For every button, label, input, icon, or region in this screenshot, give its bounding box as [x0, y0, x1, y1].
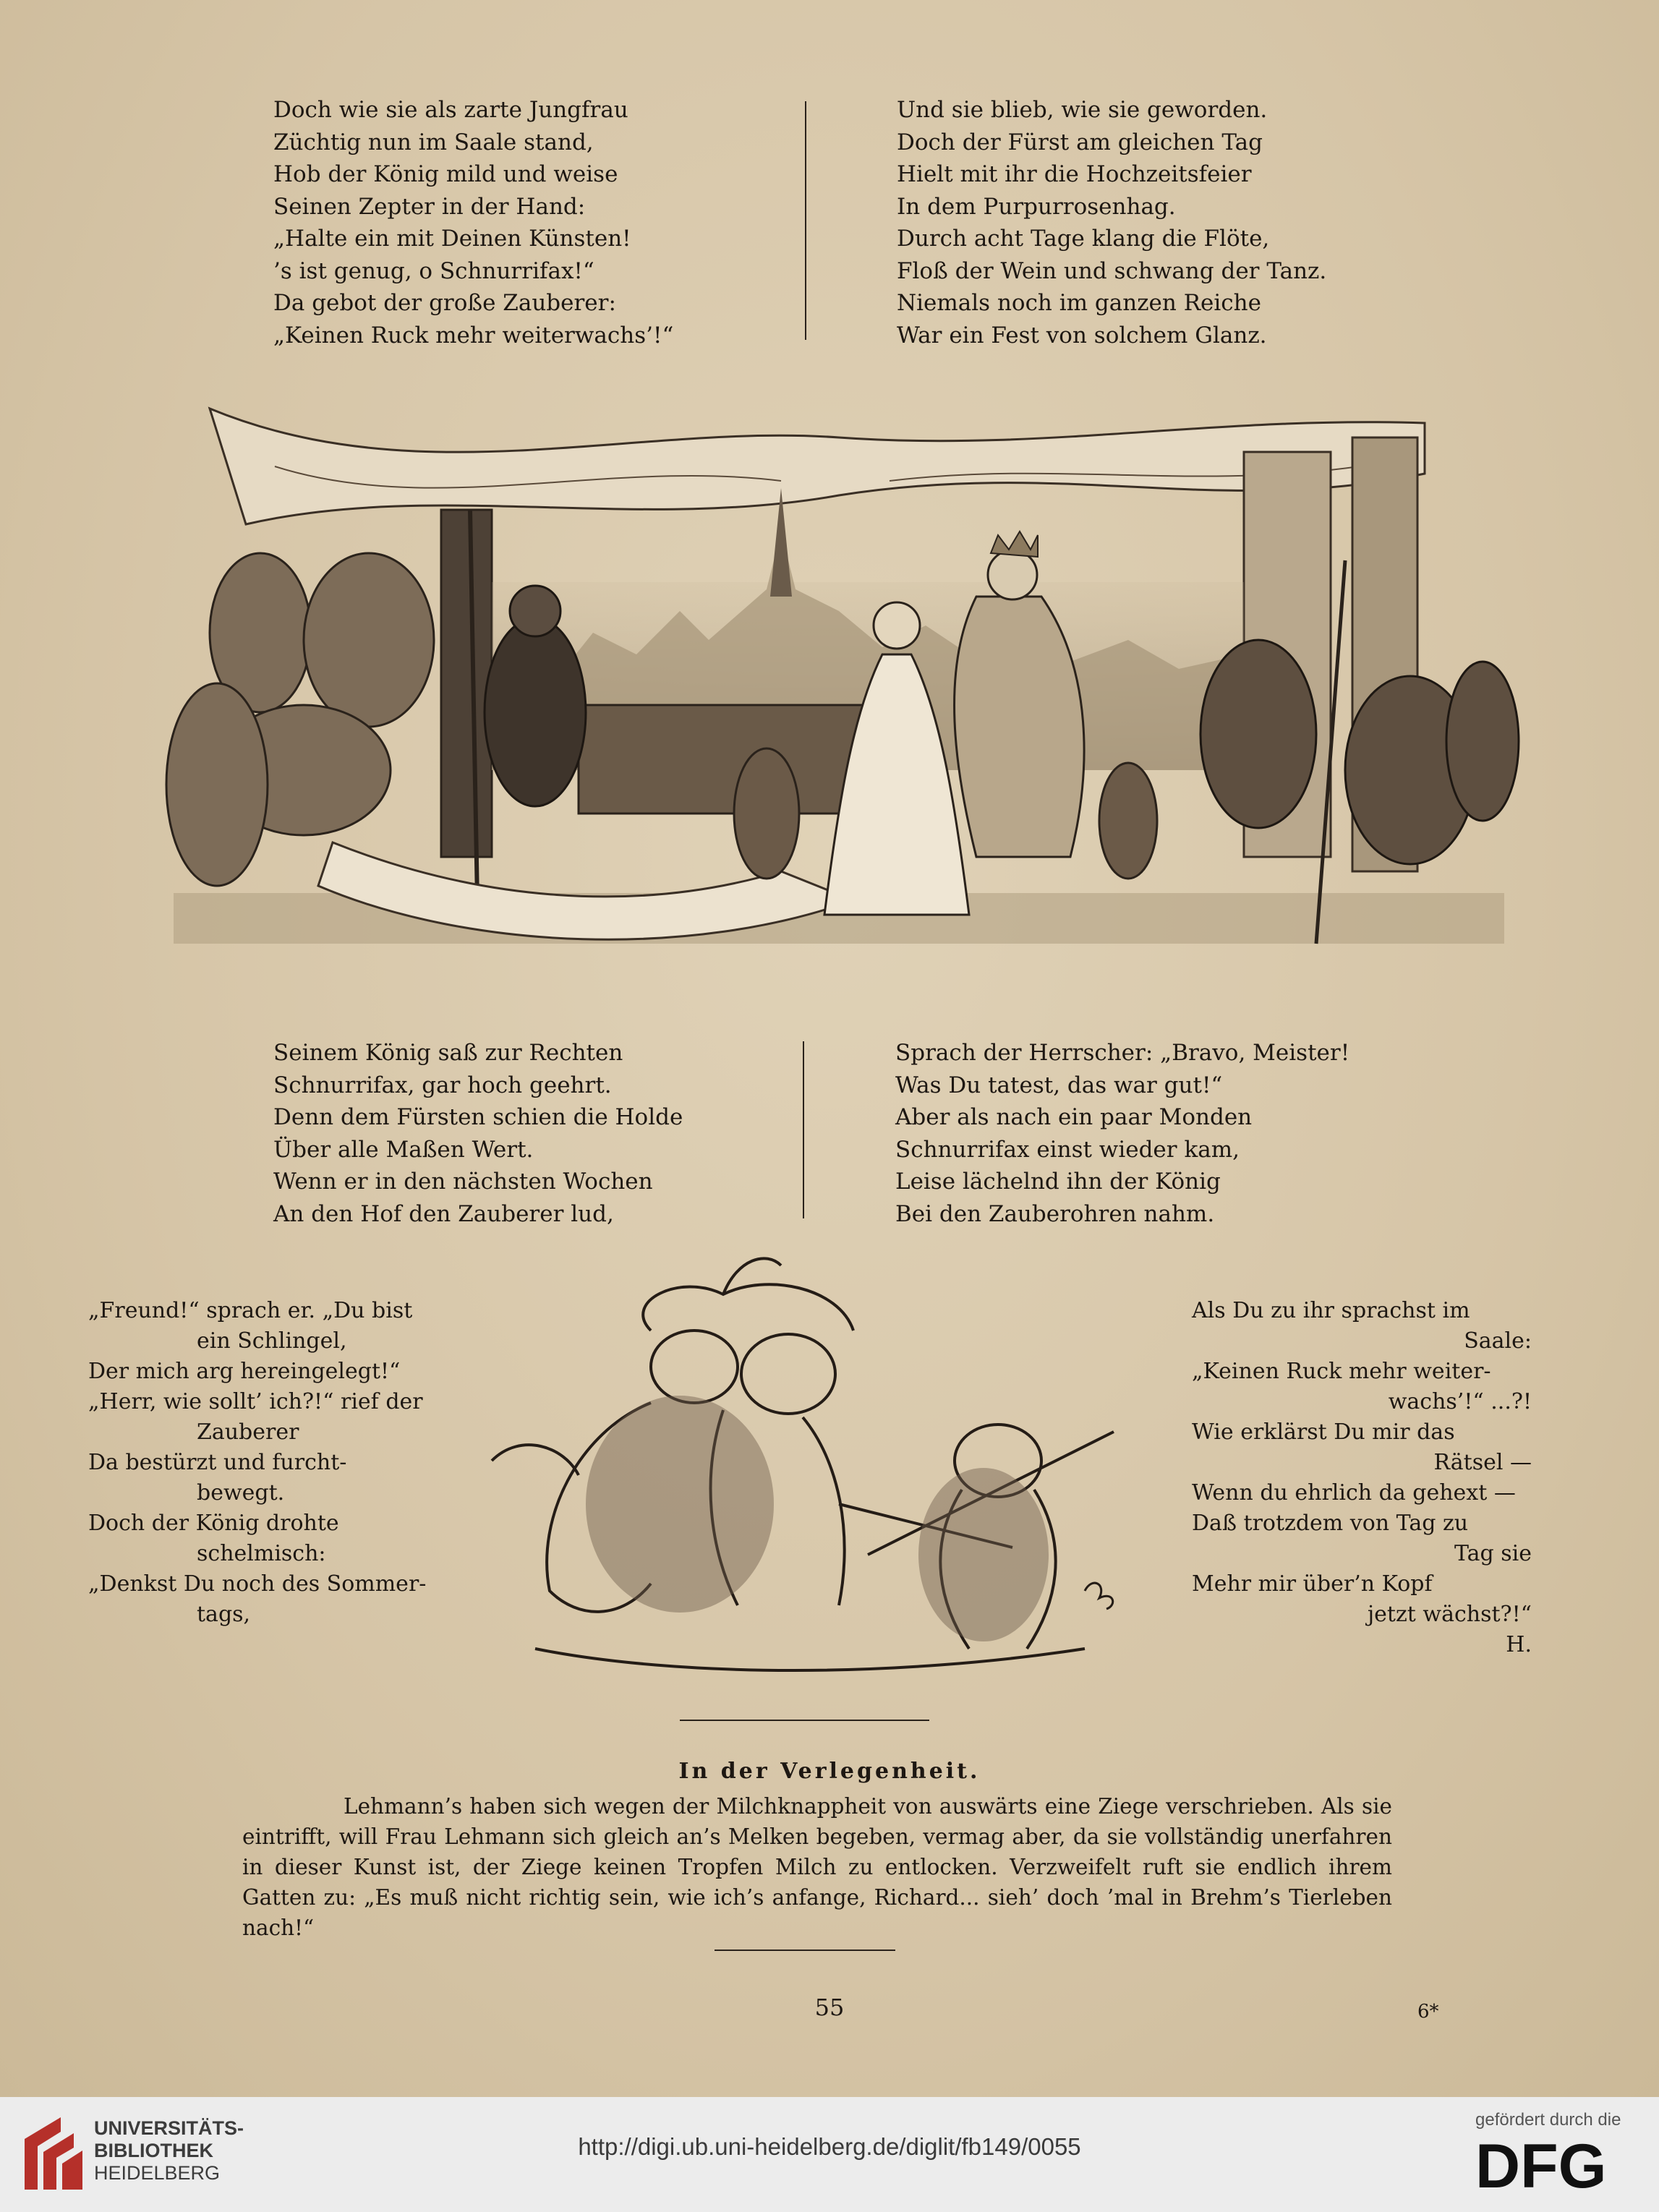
- verse-line: Leise lächelnd ihn der König: [895, 1169, 1221, 1195]
- verse-line: bewegt.: [197, 1480, 285, 1506]
- verse-line: Zauberer: [197, 1419, 299, 1445]
- verse-line: Schnurrifax, gar hoch geehrt.: [273, 1072, 612, 1098]
- musicians-illustration: [463, 1244, 1172, 1692]
- verse-line: Der mich arg hereingelegt!“: [88, 1359, 401, 1384]
- column-divider-middle: [803, 1041, 804, 1218]
- verse-line: schelmisch:: [197, 1541, 326, 1566]
- stanza-block-top-right: [897, 94, 1326, 351]
- verse-line: Wenn du ehrlich da gehext —: [1192, 1480, 1516, 1506]
- story-title: In der Verlegenheit.: [678, 1759, 981, 1784]
- verse-line: Hielt mit ihr die Hochzeitsfeier: [897, 161, 1252, 187]
- separator-rule-below-story: [715, 1950, 895, 1951]
- verse-line: Floß der Wein und schwang der Tanz.: [897, 257, 1327, 284]
- institution-line-2: BIBLIOTHEK: [94, 2140, 213, 2161]
- stanza-block-top-left: [273, 94, 673, 351]
- verse-line: Als Du zu ihr sprachst im: [1192, 1298, 1470, 1323]
- verse-line: Seinem König saß zur Rechten: [273, 1040, 623, 1066]
- verse-line: „Halte ein mit Deinen Künsten!: [273, 226, 631, 252]
- page-number: 55: [814, 1994, 845, 2021]
- verse-line: Sprach der Herrscher: „Bravo, Meister!: [895, 1040, 1350, 1066]
- wedding-scene-illustration: [130, 394, 1548, 994]
- verse-line: Wenn er in den nächsten Wochen: [273, 1169, 653, 1195]
- verse-line: Da gebot der große Zauberer:: [273, 290, 616, 316]
- verse-line: Saale:: [1464, 1328, 1532, 1354]
- verse-line: „Freund!“ sprach er. „Du bist: [88, 1298, 413, 1323]
- funder-label: gefördert durch die: [1475, 2110, 1621, 2130]
- verse-column-lower-right: [1192, 1296, 1532, 1660]
- permalink-url[interactable]: http://digi.ub.uni-heidelberg.de/diglit/fb149/0055: [578, 2133, 1081, 2160]
- verse-line: Rätsel —: [1433, 1450, 1532, 1475]
- verse-line: An den Hof den Zauberer lud,: [273, 1200, 614, 1227]
- verse-line: Hob der König mild und weise: [273, 161, 618, 187]
- separator-rule-above-story: [680, 1720, 929, 1721]
- verse-line: „Herr, wie sollt’ ich?!“ rief der: [88, 1389, 423, 1414]
- story-paragraph: Lehmann’s haben sich wegen der Milchknappheit von auswärts eine Ziege verschrieben. Als sie eintrifft, will Frau Lehmann sich gleich an’s Melken begeben, vermag aber, da sie vollständig unerfahren in dieser Kunst ist, der Ziege keinen Tropfen Milch zu entlocken. Verzweifelt ruft sie endlich ihrem Gatten zu: „Es muß nicht richtig sein, wie ich’s anfange, Richard... sieh’ doch ’mal in Brehm’s Tierleben nach!“: [242, 1794, 1392, 1940]
- verse-line: Doch der Fürst am gleichen Tag: [897, 129, 1263, 155]
- verse-line: ein Schlingel,: [197, 1328, 347, 1354]
- column-divider-top: [805, 101, 806, 340]
- verse-line: Züchtig nun im Saale stand,: [273, 129, 594, 155]
- verse-line: Mehr mir über’n Kopf: [1192, 1571, 1433, 1597]
- verse-line: Schnurrifax einst wieder kam,: [895, 1136, 1240, 1163]
- verse-line: wachs’!“ ...?!: [1388, 1389, 1532, 1414]
- verse-line: Doch der König drohte: [88, 1511, 339, 1536]
- dfg-logo[interactable]: [1475, 2137, 1620, 2195]
- institution-line-1: UNIVERSITÄTS-: [94, 2117, 244, 2139]
- institution-line-3: HEIDELBERG: [94, 2162, 221, 2184]
- verse-line: Bei den Zauberohren nahm.: [895, 1200, 1215, 1227]
- dfg-logo-text: DFG: [1475, 2137, 1607, 2195]
- verse-line: Aber als nach ein paar Monden: [895, 1104, 1253, 1130]
- verse-line: Niemals noch im ganzen Reiche: [897, 290, 1261, 316]
- story-text: [242, 1791, 1392, 1943]
- verse-line: Seinen Zepter in der Hand:: [273, 193, 586, 220]
- verse-line: Da bestürzt und furcht-: [88, 1450, 347, 1475]
- verse-line: „Keinen Ruck mehr weiter-: [1192, 1359, 1491, 1384]
- sheet-signature-mark: 6*: [1417, 2001, 1439, 2023]
- verse-line: „Keinen Ruck mehr weiterwachs’!“: [273, 322, 674, 349]
- verse-column-lower-left: [88, 1296, 428, 1630]
- verse-line: Und sie blieb, wie sie geworden.: [897, 97, 1268, 123]
- verse-line: Was Du tatest, das war gut!“: [895, 1072, 1223, 1098]
- verse-line: ’s ist genug, o Schnurrifax!“: [273, 257, 594, 284]
- verse-line: In dem Purpurrosenhag.: [897, 193, 1176, 220]
- verse-line: Durch acht Tage klang die Flöte,: [897, 226, 1270, 252]
- verse-line: Tag sie: [1454, 1541, 1532, 1566]
- verse-line: Daß trotzdem von Tag zu: [1192, 1511, 1469, 1536]
- verse-line: Doch wie sie als zarte Jungfrau: [273, 97, 628, 123]
- verse-line: tags,: [197, 1602, 251, 1627]
- verse-line: Denn dem Fürsten schien die Holde: [273, 1104, 683, 1130]
- stanza-block-middle-left: [273, 1037, 683, 1230]
- verse-line: „Denkst Du noch des Sommer-: [88, 1571, 427, 1597]
- stanza-block-middle-right: [895, 1037, 1349, 1230]
- verse-line: H.: [1506, 1632, 1532, 1657]
- verse-line: Über alle Maßen Wert.: [273, 1136, 534, 1163]
- verse-line: War ein Fest von solchem Glanz.: [897, 322, 1267, 349]
- verse-line: Wie erklärst Du mir das: [1192, 1419, 1455, 1445]
- verse-line: jetzt wächst?!“: [1367, 1602, 1532, 1627]
